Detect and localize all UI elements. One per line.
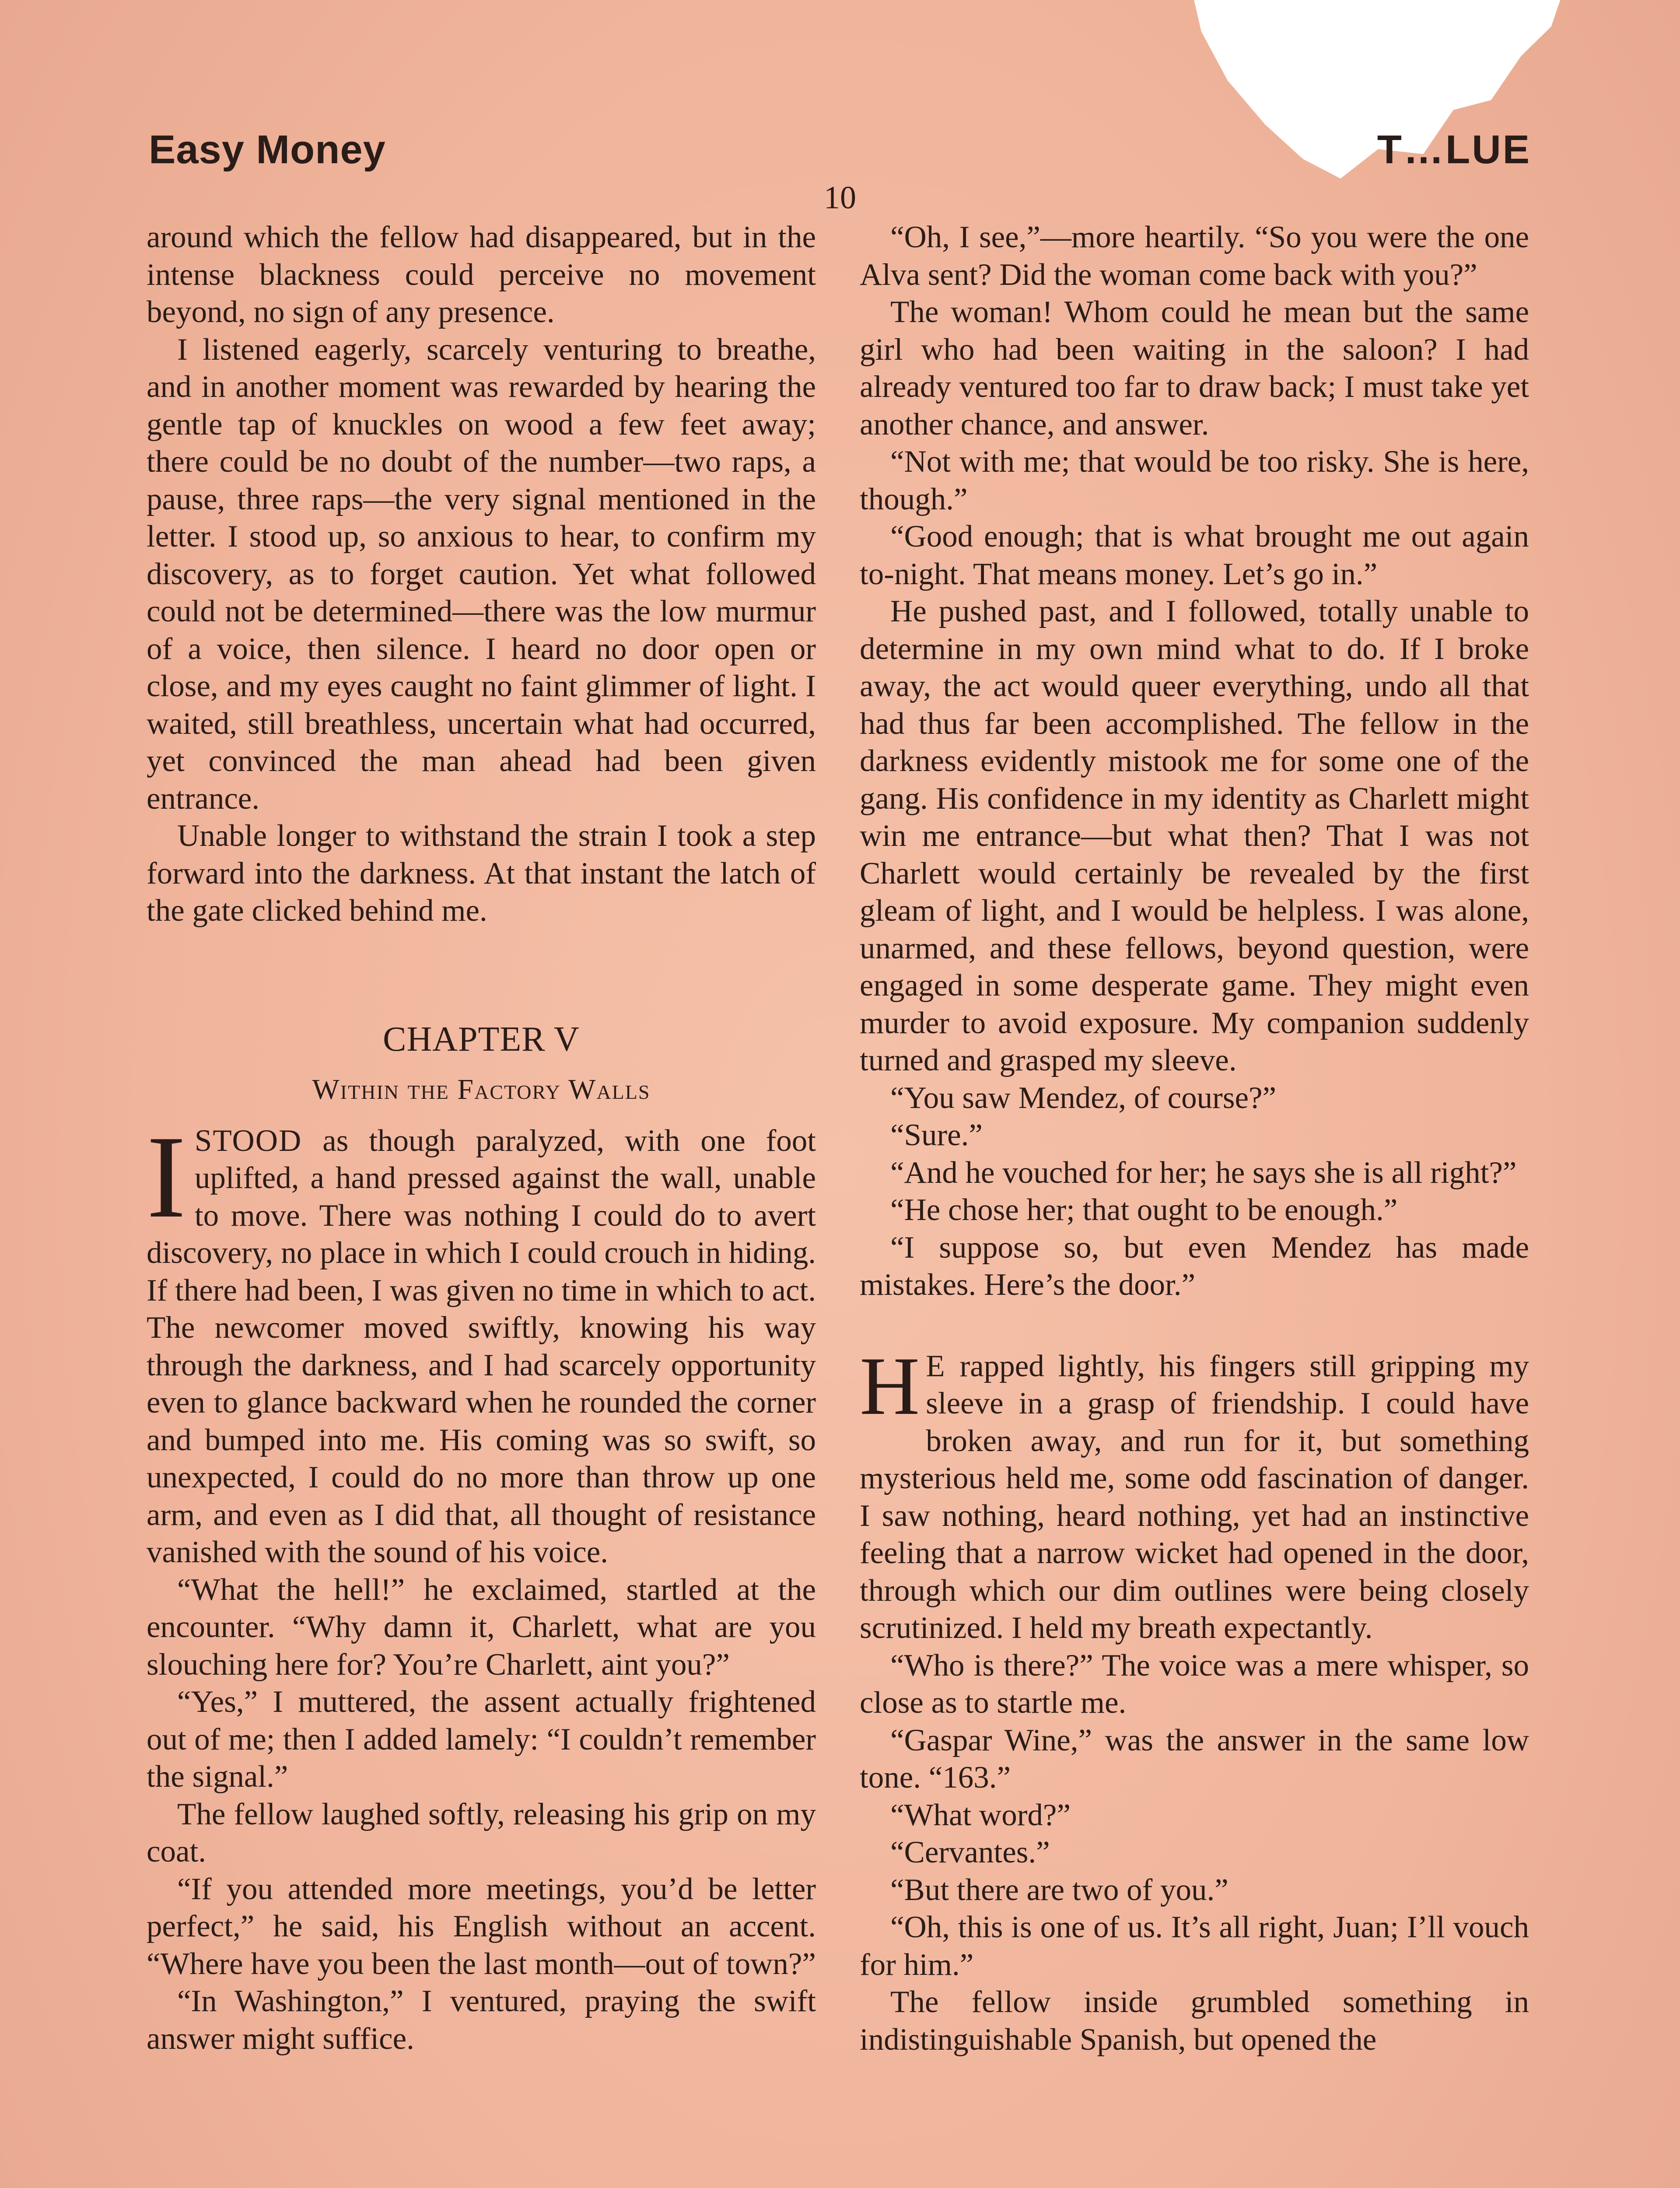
paragraph: “Oh, I see,”—more heartily. “So you were the one Alva sent? Did the woman come back with you?” (860, 220, 1529, 292)
paragraph: “You saw Mendez, of course?” (890, 1080, 1276, 1115)
paragraph: The woman! Whom could he mean but the same girl who had been waiting in the saloon? I had already ventured too far to draw back; I must take yet another chance, and answer. (860, 295, 1529, 442)
paragraph: “If you attended more meetings, you’d be letter perfect,” he said, his English without an accent. “Where have you been the last month—out of town?” (147, 1872, 816, 1981)
left-column (147, 219, 816, 2058)
lead-in-caps: STOOD (194, 1123, 302, 1158)
running-head-right: T…LUE (1377, 127, 1531, 172)
chapter-opening-paragraph (147, 1111, 816, 1571)
lead-in-caps: E (926, 1349, 946, 1383)
paragraph: “Gaspar Wine,” was the answer in the same low tone. “163.” (860, 1723, 1529, 1795)
paragraph: He pushed past, and I followed, totally unable to determine in my own mind what to do. If I broke away, the act would queer everything, undo all that had thus far been accomplished. The fellow in the darkness evidently mistook me for some one of the gang. His confidence in my identity as Charlett might win me entrance—but what then? That I was not Charlett would certainly be revealed by the first gleam of light, and I would be helpless. I was alone, unarmed, and these fellows, beyond question, were engaged in some desperate game. They might even murder to avoid exposure. My companion suddenly turned and grasped my sleeve. (860, 594, 1529, 1077)
paragraph-text: rapped lightly, his fingers still gripping my sleeve in a grasp of friendship. I could have broken away, and run for it, but something mysterious held me, some odd fascination of danger. I saw nothing, heard nothing, yet had an instinctive feeling that a narrow wicket had opened in the door, through which our dim outlines were being closely scrutinized. I held my breath expectantly. (860, 1349, 1529, 1645)
paragraph: “What word?” (890, 1798, 1071, 1832)
paragraph: “Sure.” (890, 1118, 983, 1152)
paragraph: “But there are two of you.” (890, 1872, 1228, 1907)
paragraph: The fellow laughed softly, releasing his grip on my coat. (147, 1797, 816, 1869)
running-head-left: Easy Money (149, 127, 386, 172)
torn-corner (1190, 0, 1566, 228)
paragraph: “I suppose so, but even Mendez has made mistakes. Here’s the door.” (860, 1230, 1529, 1302)
paragraph: “And he vouched for her; he says she is all right?” (890, 1155, 1517, 1190)
section-break (860, 1304, 1529, 1348)
paragraph-text: as though paralyzed, with one foot uplifted, a hand pressed against the wall, unable to move. There was nothing I could do to avert discovery, no place in which I could crouch in hiding. If there had been, I was given no time in which to act. The newcomer moved swiftly, knowing his way through the darkness, and I had scarcely opportunity even to glance backward when he rounded the corner and bumped into me. His coming was so swift, so unexpected, I could do no more than throw up one arm, and even as I did that, all thought of resistance vanished with the sound of his voice. (147, 1123, 816, 1569)
paragraph: “He chose her; that ought to be enough.” (890, 1193, 1398, 1227)
drop-cap: I (147, 1111, 186, 1242)
right-column (860, 219, 1529, 2058)
paragraph: Unable longer to withstand the strain I took a step forward into the darkness. At that instant the latch of the gate clicked behind me. (147, 819, 816, 928)
paragraph: “Who is there?” The voice was a mere whisper, so close as to startle me. (860, 1648, 1529, 1720)
page-number: 10 (824, 180, 856, 216)
drop-cap: H (860, 1340, 920, 1432)
paragraph: “Yes,” I muttered, the assent actually frightened out of me; then I added lamely: “I couldn’t remember the signal.” (147, 1685, 816, 1794)
paragraph: The fellow inside grumbled something in indistinguishable Spanish, but opened the (860, 1985, 1529, 2057)
paragraph: “Cervantes.” (890, 1835, 1050, 1869)
paragraph: “Good enough; that is what brought me out again to-night. That means money. Let’s go in.” (860, 519, 1529, 591)
paragraph: “Oh, this is one of us. It’s all right, Juan; I’ll vouch for him.” (860, 1910, 1529, 1982)
paragraph: “What the hell!” he exclaimed, startled at the encounter. “Why damn it, Charlett, what are you slouching here for? You’re Charlett, aint you?” (147, 1572, 816, 1682)
paragraph: around which the fellow had disappeared, but in the intense blackness could perceive no movement beyond, no sign of any presence. (147, 220, 816, 329)
chapter-title: CHAPTER V (383, 1020, 580, 1059)
paragraph: “Not with me; that would be too risky. She is here, though.” (860, 445, 1529, 516)
section-opening-paragraph (860, 1340, 1529, 1647)
paragraph: “In Washington,” I ventured, praying the swift answer might suffice. (147, 1984, 816, 2056)
paragraph: I listened eagerly, scarcely venturing to breathe, and in another moment was rewarded by hearing the gentle tap of knuckles on wood a few feet away; there could be no doubt of the number—two raps, a pause, three raps—the very signal mentioned in the letter. I stood up, so anxious to hear, to confirm my discovery, as to forget caution. Yet what followed could not be determined—there was the low murmur of a voice, then silence. I heard no door open or close, and my eyes caught no faint glimmer of light. I waited, still breathless, uncertain what had occurred, yet convinced the man ahead had been given entrance. (147, 332, 816, 816)
chapter-subtitle: Within the Factory Walls (312, 1073, 651, 1105)
